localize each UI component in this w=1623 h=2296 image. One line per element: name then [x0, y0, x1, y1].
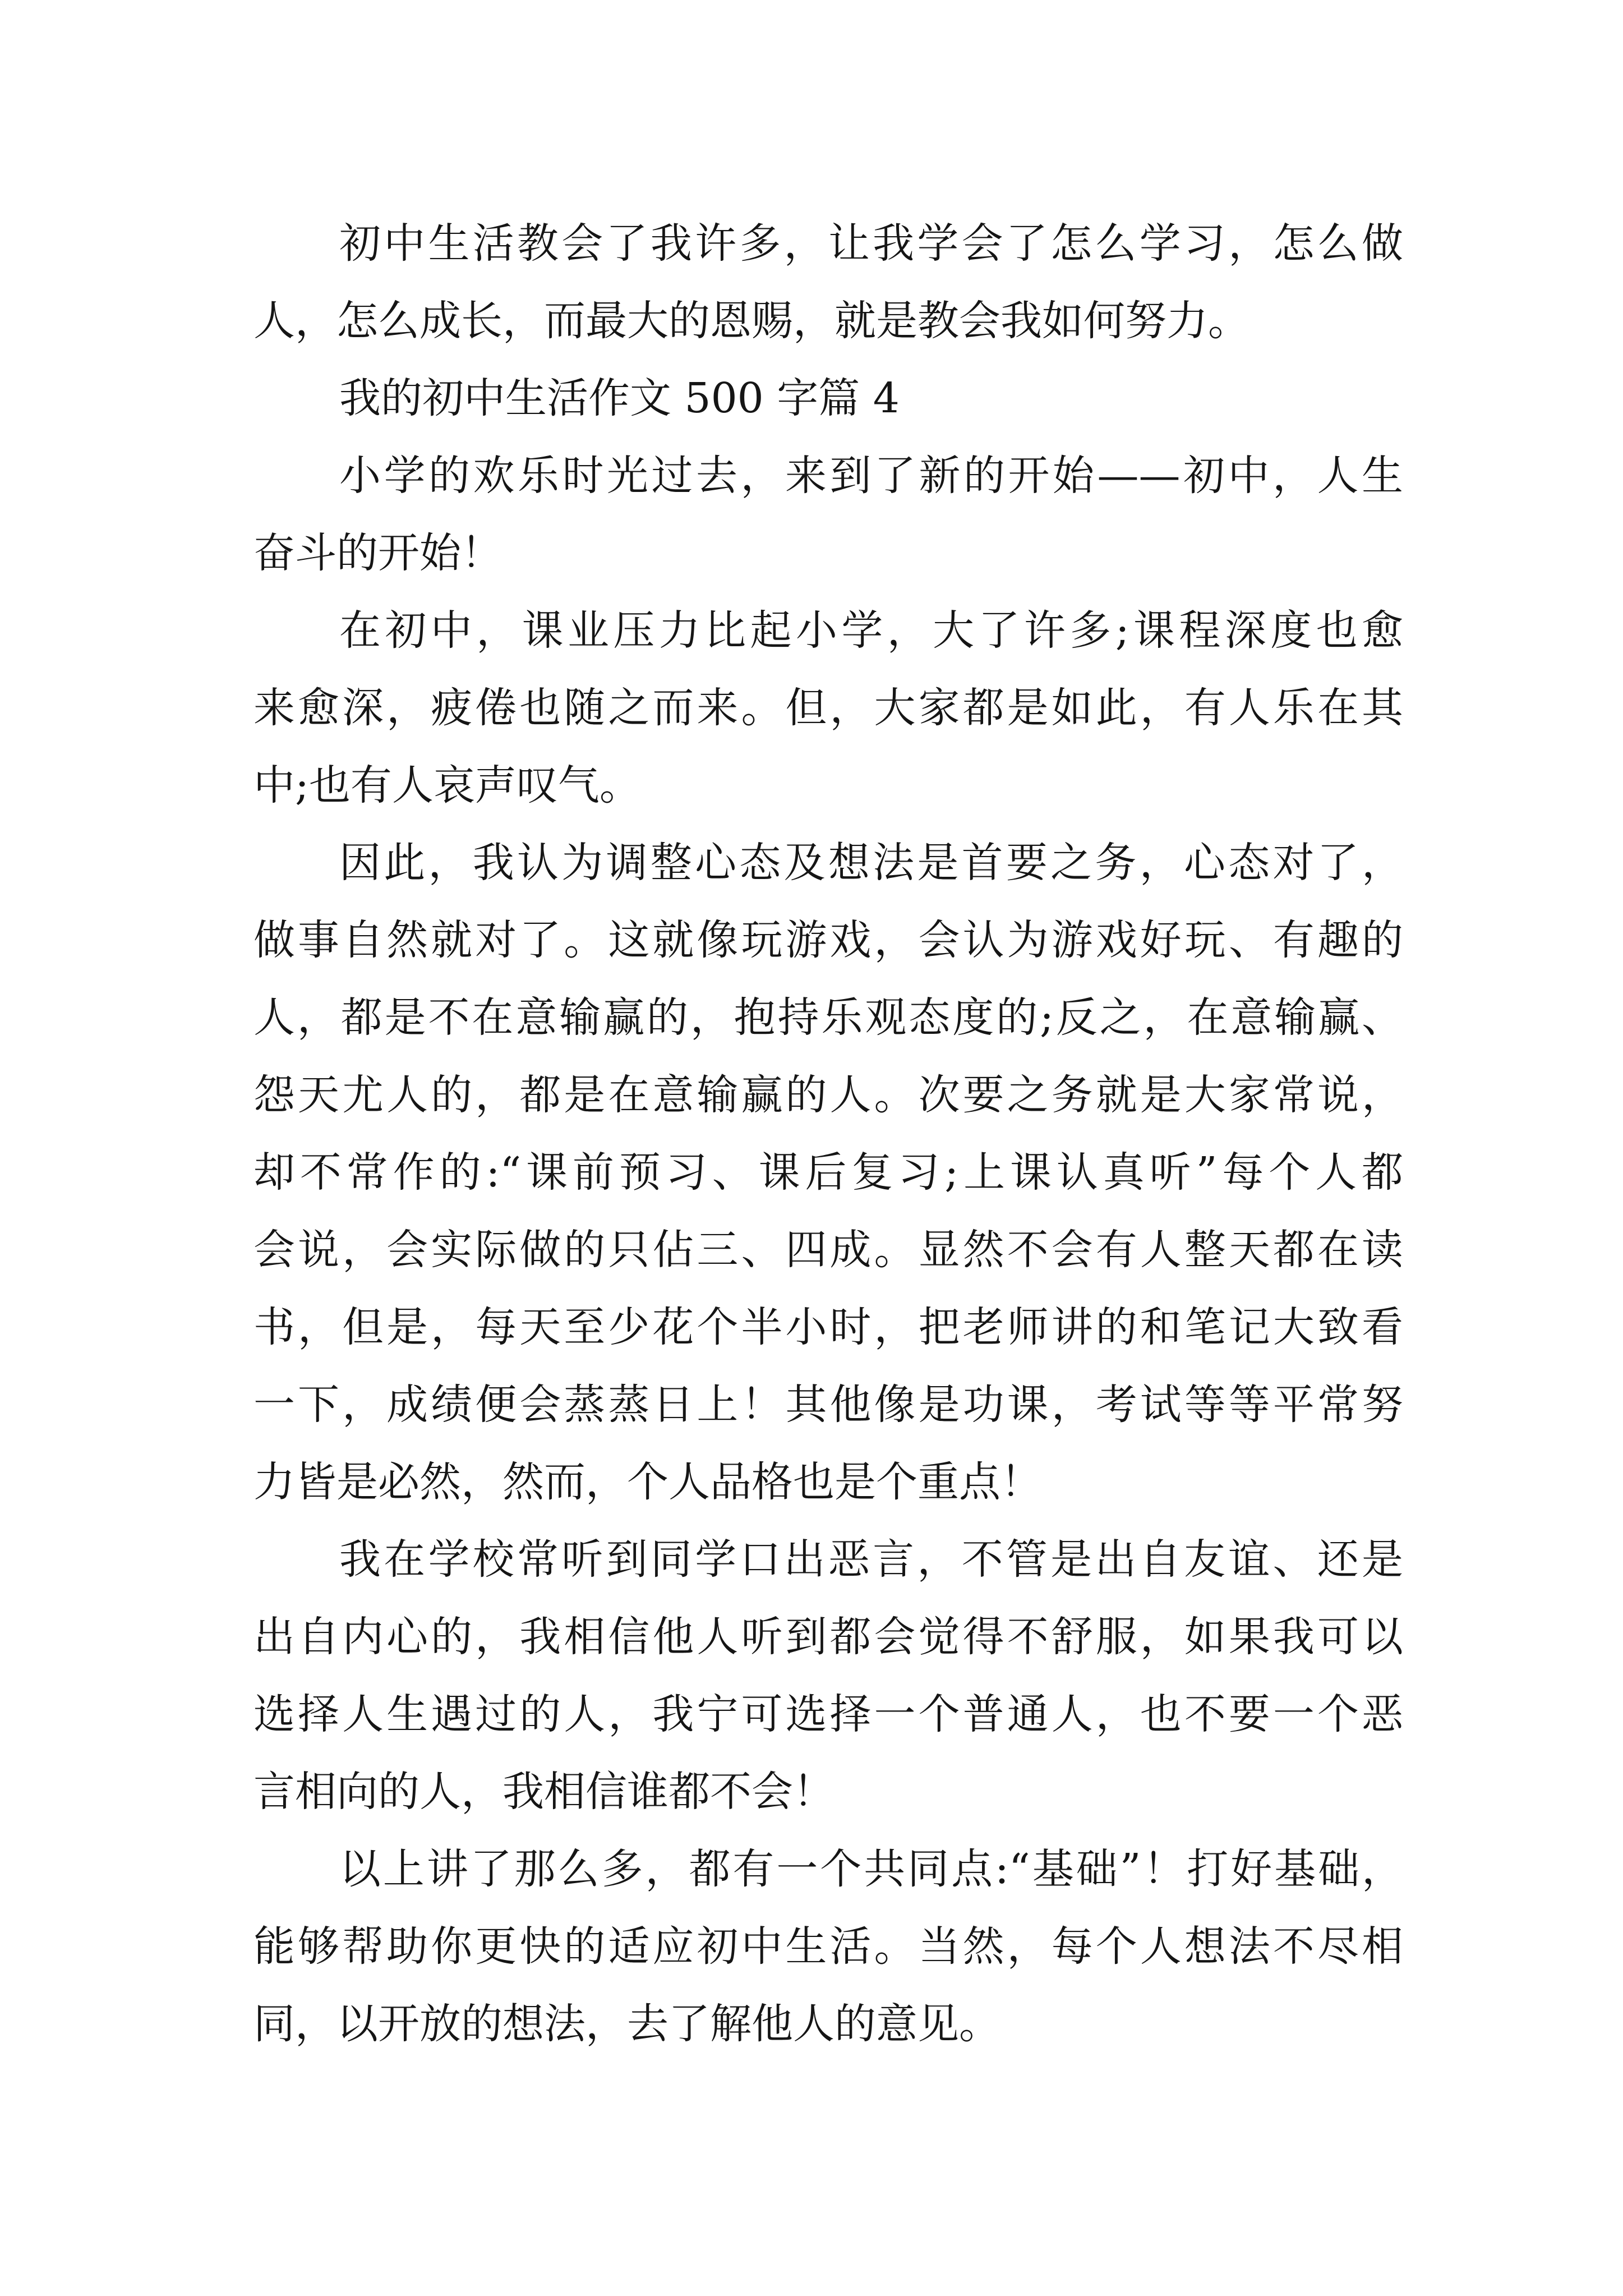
- paragraph-line: 我在学校常听到同学口出恶言，不管是出自友谊、还是: [339, 1535, 1403, 1584]
- paragraph-line: 做事自然就对了。这就像玩游戏，会认为游戏好玩、有趣的: [253, 916, 1403, 964]
- section-heading: [253, 360, 1403, 437]
- paragraph: [253, 592, 1403, 824]
- paragraph: [253, 437, 1403, 592]
- paragraph-line: 力皆是必然，然而，个人品格也是个重点！: [253, 1458, 1042, 1506]
- paragraph: [253, 205, 1403, 360]
- paragraph: [253, 1521, 1403, 1830]
- paragraph-line: 言相向的人，我相信谁都不会！: [253, 1768, 834, 1816]
- paragraph-line: 小学的欢乐时光过去，来到了新的开始——初中，人生: [339, 452, 1403, 500]
- paragraph-line: 因此，我认为调整心态及想法是首要之务，心态对了，: [339, 839, 1403, 887]
- paragraph-line: 出自内心的，我相信他人听到都会觉得不舒服，如果我可以: [253, 1613, 1403, 1661]
- paragraph-line: 以上讲了那么多，都有一个共同点:“基础”！打好基础，: [339, 1845, 1403, 1893]
- paragraph-line: 人，都是不在意输赢的，抱持乐观态度的;反之，在意输赢、: [253, 993, 1403, 1042]
- section-heading-text: 我的初中生活作文 500 字篇 4: [339, 374, 900, 422]
- paragraph-line: 奋斗的开始！: [253, 529, 502, 577]
- document-body: [253, 205, 1403, 2063]
- paragraph-line: 在初中，课业压力比起小学，大了许多;课程深度也愈: [339, 606, 1403, 655]
- paragraph-line: 书，但是，每天至少花个半小时，把老师讲的和笔记大致看: [253, 1303, 1403, 1351]
- paragraph-line: 会说，会实际做的只佔三、四成。显然不会有人整天都在读: [253, 1226, 1403, 1274]
- paragraph-line: 怨天尤人的，都是在意输赢的人。次要之务就是大家常说，: [253, 1071, 1403, 1119]
- paragraph-line: 能够帮助你更快的适应初中生活。当然，每个人想法不尽相: [253, 1922, 1403, 1971]
- paragraph-line: 选择人生遇过的人，我宁可选择一个普通人，也不要一个恶: [253, 1690, 1403, 1738]
- paragraph-line: 来愈深，疲倦也随之而来。但，大家都是如此，有人乐在其: [253, 684, 1403, 732]
- paragraph-line: 同，以开放的想法，去了解他人的意见。: [253, 2000, 1000, 2048]
- paragraph-line: 却不常作的:“课前预习、课后复习;上课认真听”每个人都: [253, 1148, 1403, 1197]
- paragraph: [253, 824, 1403, 1521]
- paragraph-line: 中;也有人哀声叹气。: [253, 761, 641, 809]
- paragraph-line: 初中生活教会了我许多，让我学会了怎么学习，怎么做: [339, 219, 1403, 268]
- paragraph-line: 人，怎么成长，而最大的恩赐，就是教会我如何努力。: [253, 297, 1249, 345]
- paragraph: [253, 1830, 1403, 2063]
- paragraph-line: 一下，成绩便会蒸蒸日上！其他像是功课，考试等等平常努: [253, 1381, 1403, 1429]
